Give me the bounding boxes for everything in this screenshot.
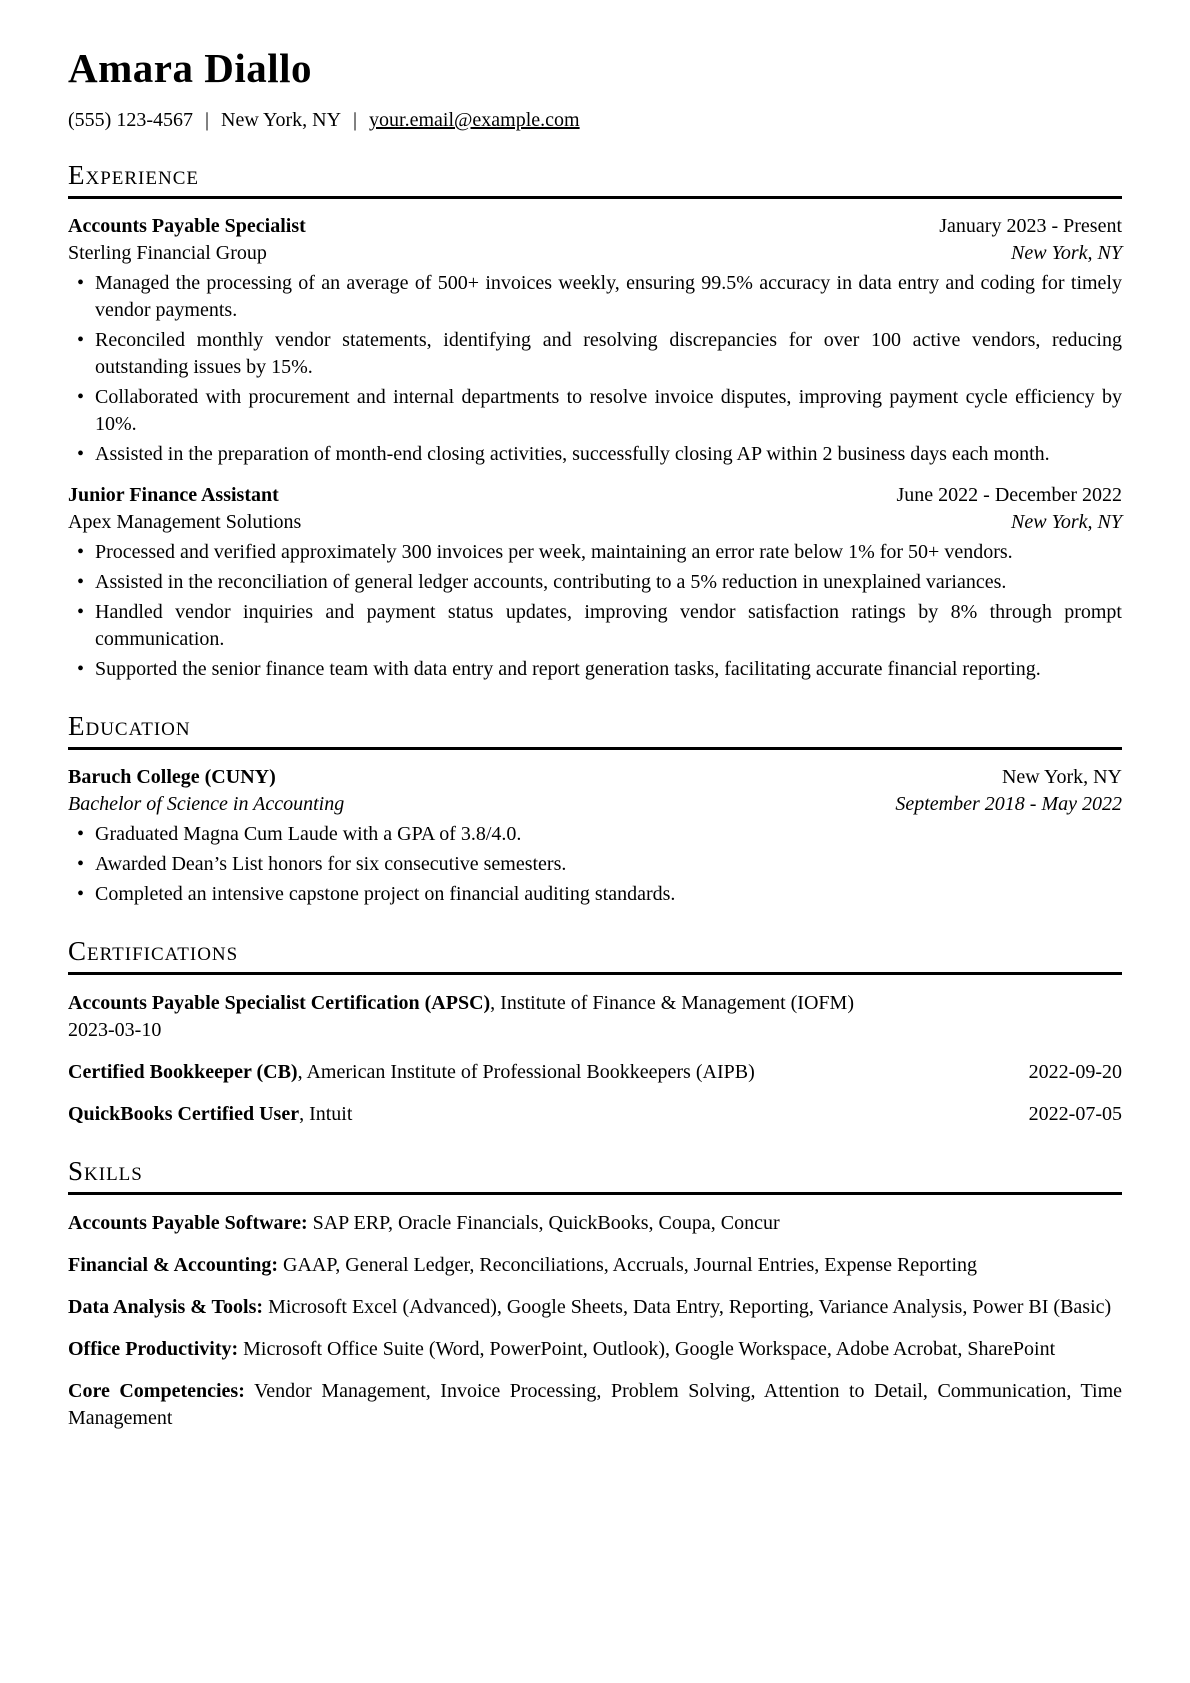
certification-entry — [68, 1101, 1122, 1128]
section-title-certifications: Certifications — [68, 936, 1122, 975]
skills-body — [68, 1210, 1122, 1432]
certification-text — [68, 1059, 755, 1086]
certification-date: 2023-03-10 — [68, 1019, 162, 1042]
experience-body — [68, 213, 1122, 683]
separator: | — [204, 109, 209, 132]
certification-text — [68, 990, 1122, 1017]
skill-category-label: Accounts Payable Software: — [68, 1212, 308, 1235]
person-name: Amara Diallo — [68, 45, 312, 91]
certification-date: 2022-07-05 — [1028, 1103, 1122, 1126]
job-entry — [68, 482, 1122, 683]
education-body — [68, 764, 1122, 908]
job-bullet-list — [68, 270, 1122, 468]
skill-values: GAAP, General Ledger, Reconciliations, Accruals, Journal Entries, Expense Reporting — [283, 1254, 978, 1277]
certification-name: Certified Bookkeeper (CB) — [68, 1061, 298, 1084]
institution-location: New York, NY — [1001, 766, 1122, 789]
section-experience — [68, 160, 1122, 683]
certification-entry — [68, 990, 1122, 1044]
job-title: Accounts Payable Specialist — [68, 215, 306, 238]
bullet-item: • Reconciled monthly vendor statements, identifying and resolving discrepancies for over 100 active vendors, reducing outstanding issues by 15%. — [68, 327, 1122, 381]
education-dates: September 2018 - May 2022 — [895, 793, 1122, 816]
skill-category-label: Office Productivity: — [68, 1338, 239, 1361]
job-header-row — [68, 482, 1122, 509]
education-entry — [68, 764, 1122, 908]
certification-name: Accounts Payable Specialist Certification (APSC) — [68, 992, 491, 1015]
location-text: New York, NY — [221, 109, 342, 132]
job-company: Apex Management Solutions — [68, 511, 302, 534]
bullet-item: • Assisted in the preparation of month-end closing activities, successfully closing AP within 2 business days each month. — [68, 441, 1122, 468]
bullet-item: • Assisted in the reconciliation of general ledger accounts, contributing to a 5% reduction in unexplained variances. — [68, 569, 1122, 596]
section-certifications — [68, 936, 1122, 1128]
section-title-experience: Experience — [68, 160, 1122, 199]
skill-line — [68, 1294, 1122, 1321]
education-bullet-list — [68, 821, 1122, 908]
bullet-item: • Processed and verified approximately 300 invoices per week, maintaining an error rate below 1% for 50+ vendors. — [68, 539, 1122, 566]
certification-date: 2022-09-20 — [1028, 1061, 1122, 1084]
job-company: Sterling Financial Group — [68, 242, 267, 265]
bullet-item: • Handled vendor inquiries and payment status updates, improving vendor satisfaction ratings by 8% through prompt communication. — [68, 599, 1122, 653]
job-location: New York, NY — [1011, 511, 1122, 534]
skill-category-label: Data Analysis & Tools: — [68, 1296, 264, 1319]
certification-entry — [68, 1059, 1122, 1086]
skill-category-label: Core Competencies: — [68, 1380, 245, 1403]
contact-line — [68, 107, 1122, 134]
job-entry — [68, 213, 1122, 468]
skill-values: Vendor Management, Invoice Processing, Problem Solving, Attention to Detail, Communication, Time Management — [68, 1380, 1123, 1430]
skill-line — [68, 1378, 1122, 1432]
job-location: New York, NY — [1011, 242, 1122, 265]
bullet-item: • Graduated Magna Cum Laude with a GPA of 3.8/4.0. — [68, 821, 1122, 848]
section-title-skills: Skills — [68, 1156, 1122, 1195]
section-title-education: Education — [68, 711, 1122, 750]
job-dates: June 2022 - December 2022 — [896, 484, 1122, 507]
email-link[interactable]: your.email@example.com — [369, 109, 580, 132]
skill-values: Microsoft Office Suite (Word, PowerPoint, Outlook), Google Workspace, Adobe Acrobat, SharePoint — [243, 1338, 1056, 1361]
section-skills — [68, 1156, 1122, 1432]
job-subheader-row — [68, 240, 1122, 267]
job-bullet-list — [68, 539, 1122, 683]
education-header-row — [68, 764, 1122, 791]
job-title: Junior Finance Assistant — [68, 484, 279, 507]
bullet-item: • Supported the senior finance team with data entry and report generation tasks, facilitating accurate financial reporting. — [68, 656, 1122, 683]
skill-line — [68, 1336, 1122, 1363]
section-education — [68, 711, 1122, 908]
education-subheader-row — [68, 791, 1122, 818]
certification-name: QuickBooks Certified User — [68, 1103, 300, 1126]
skill-values: Microsoft Excel (Advanced), Google Sheets, Data Entry, Reporting, Variance Analysis, Power BI (Basic) — [268, 1296, 1112, 1319]
certification-text — [68, 1101, 352, 1128]
certification-issuer: , Institute of Finance & Management (IOFM) — [490, 992, 854, 1015]
job-header-row — [68, 213, 1122, 240]
separator: | — [353, 109, 358, 132]
certification-issuer: , Intuit — [299, 1103, 353, 1126]
bullet-item: • Managed the processing of an average of 500+ invoices weekly, ensuring 99.5% accuracy in data entry and coding for timely vendor payments. — [68, 270, 1122, 324]
skill-line — [68, 1210, 1122, 1237]
degree-name: Bachelor of Science in Accounting — [68, 793, 345, 816]
phone-number: (555) 123-4567 — [68, 109, 193, 132]
skill-line — [68, 1252, 1122, 1279]
certification-issuer: , American Institute of Professional Bookkeepers (AIPB) — [297, 1061, 755, 1084]
job-dates: January 2023 - Present — [939, 215, 1122, 238]
bullet-item: • Collaborated with procurement and internal departments to resolve invoice disputes, improving payment cycle efficiency by 10%. — [68, 384, 1122, 438]
skill-category-label: Financial & Accounting: — [68, 1254, 279, 1277]
bullet-item: • Awarded Dean’s List honors for six consecutive semesters. — [68, 851, 1122, 878]
bullet-item: • Completed an intensive capstone project on financial auditing standards. — [68, 881, 1122, 908]
certifications-body — [68, 990, 1122, 1128]
resume-header — [68, 46, 1122, 134]
job-subheader-row — [68, 509, 1122, 536]
institution-name: Baruch College (CUNY) — [68, 766, 276, 789]
skill-values: SAP ERP, Oracle Financials, QuickBooks, Coupa, Concur — [312, 1212, 780, 1235]
